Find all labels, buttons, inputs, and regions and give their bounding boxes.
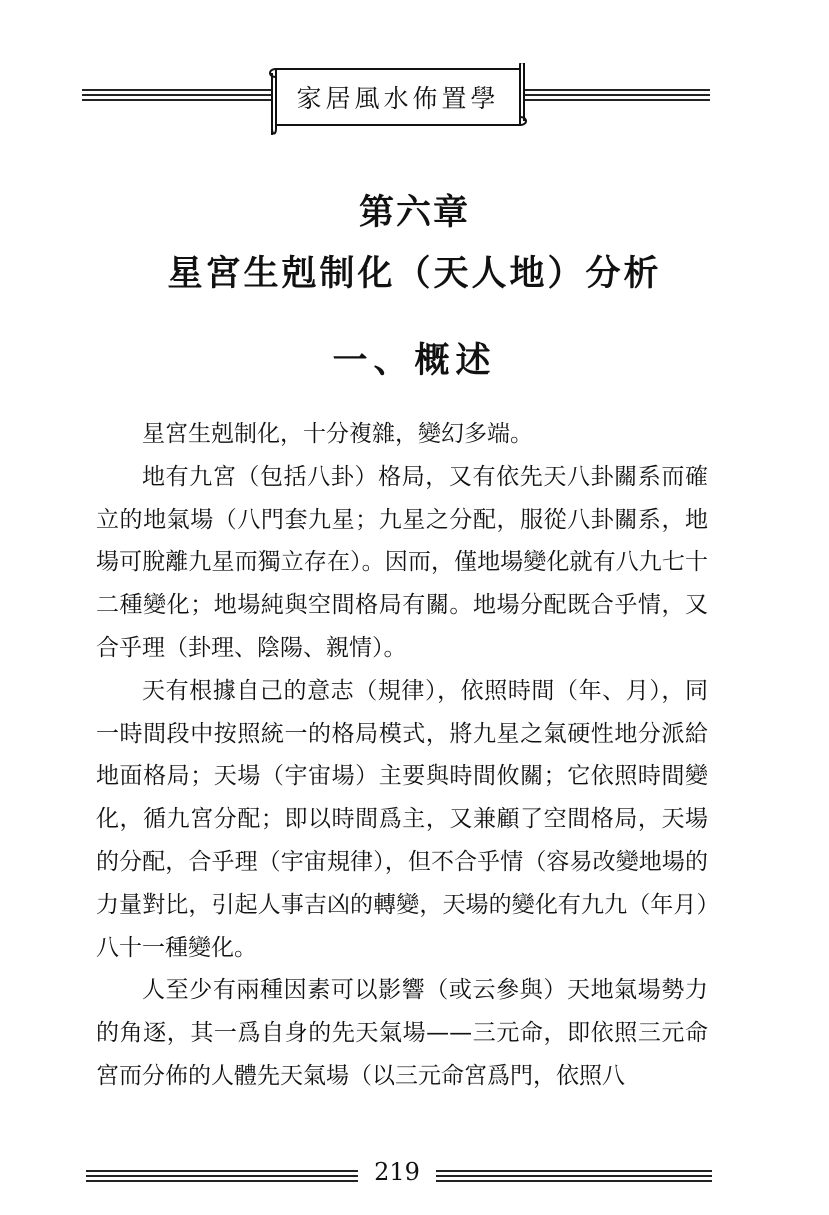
paragraph: 人至少有兩種因素可以影響（或云參與）天地氣場勢力的角逐，其一爲自身的先天氣場——三元命，即依照三元命宮而分佈的人體先天氣場（以三元命宮爲門，依照八: [96, 977, 708, 1089]
header-rule-left: [82, 94, 272, 96]
footer-rule-right: [436, 1170, 712, 1172]
running-header: [0, 55, 829, 145]
paragraph: 星宮生剋制化，十分複雜，變幻多端。: [142, 421, 533, 447]
running-header-title: 家居風水佈置學: [296, 84, 500, 113]
footer-rule-right: [436, 1175, 712, 1177]
footer-rule-left: [86, 1170, 358, 1172]
body-text: [96, 413, 708, 1098]
page-footer: [0, 1150, 829, 1200]
chapter-number: 第六章: [358, 192, 470, 233]
header-scroll-banner: [268, 63, 528, 131]
chapter-title: 星宮生剋制化（天人地）分析: [167, 253, 662, 294]
page-number: 219: [374, 1158, 420, 1186]
header-rule-right: [524, 89, 710, 91]
header-rule-right: [524, 99, 710, 101]
footer-rule-left: [86, 1180, 358, 1182]
paragraph: 地有九宮（包括八卦）格局，又有依先天八卦關系而確立的地氣場（八門套九星；九星之分配，服從八卦關系，地場可脫離九星而獨立存在）。因而，僅地場變化就有八九七十二種變化；地場純與空間格局有關。地場分配既合乎情，又合乎理（卦理、陰陽、親情）。: [96, 463, 708, 661]
section-title: 一、概述: [332, 340, 497, 381]
header-rule-left: [82, 99, 272, 101]
footer-rule-right: [436, 1180, 712, 1182]
header-rule-right: [524, 94, 710, 96]
footer-rule-left: [86, 1175, 358, 1177]
header-rule-left: [82, 89, 272, 91]
paragraph: 天有根據自己的意志（規律），依照時間（年、月），同一時間段中按照統一的格局模式，將九星之氣硬性地分派給地面格局；天場（宇宙場）主要與時間攸關；它依照時間變化，循九宮分配；即以時間爲主，又兼顧了空間格局，天場的分配，合乎理（宇宙規律），但不合乎情（容易改變地場的力量對比，引起人事吉凶的轉變，天場的變化有九九（年月）八十一種變化。: [96, 677, 708, 961]
